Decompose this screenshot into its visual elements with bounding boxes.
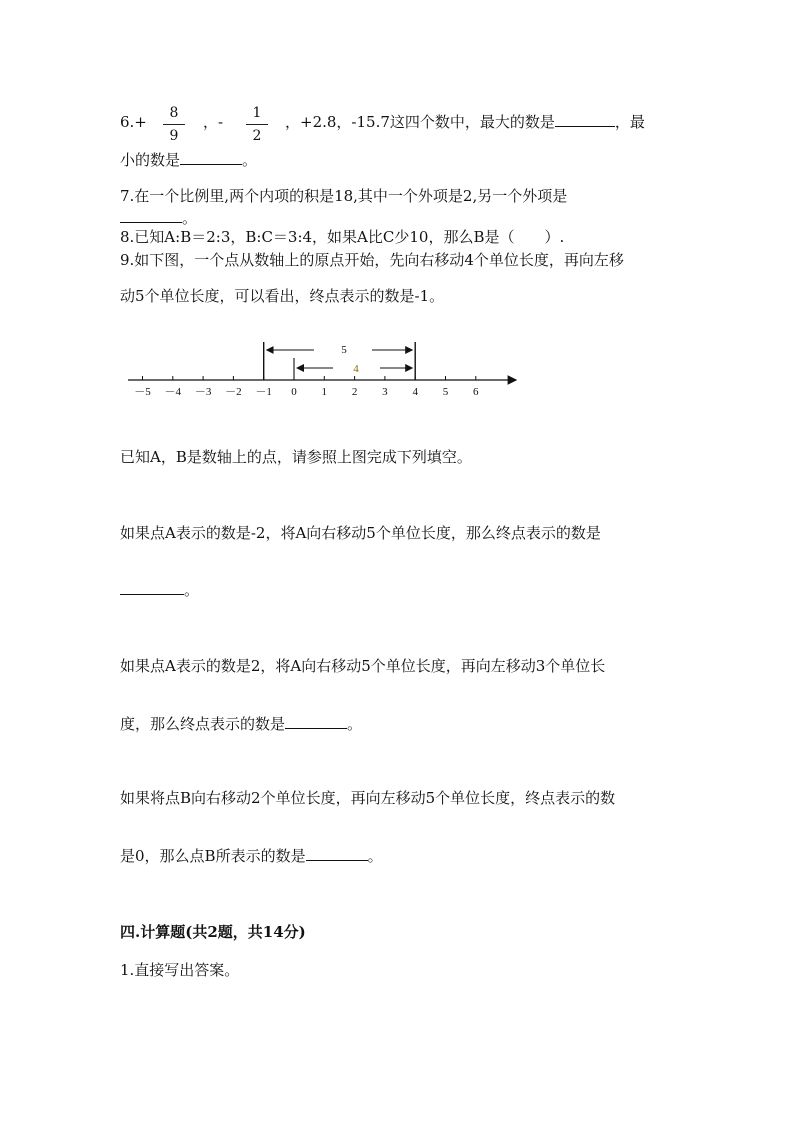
tick-label: 6 <box>473 386 479 398</box>
q9-line1: 9.如下图，一个点从数轴上的原点开始，先向右移动4个单位长度，再向左移 <box>120 251 624 269</box>
tick-label: －4 <box>164 386 182 398</box>
q6-fraction-8-9 <box>163 104 185 145</box>
sub2-line1: 如果点A表示的数是2，将A向右移动5个单位长度，再向左移动3个单位长 <box>120 657 606 675</box>
answer-blank[interactable] <box>285 714 347 729</box>
sub2-line2: 度，那么终点表示的数是 。 <box>120 715 363 733</box>
tick-label: －2 <box>225 386 242 398</box>
label-four: 4 <box>353 363 359 375</box>
q6-line2: 小的数是 。 <box>120 151 258 169</box>
sub1-line1: 如果点A表示的数是-2，将A向右移动5个单位长度，那么终点表示的数是 <box>120 524 601 542</box>
sub3-line2: 是0，那么点B所表示的数是 。 <box>120 847 383 865</box>
sub1-line2: 。 <box>120 580 199 600</box>
q6-frac2-denominator: 2 <box>252 128 262 144</box>
q6-frac2-numerator: 1 <box>252 105 262 121</box>
tick-label: 5 <box>442 386 449 398</box>
label-five: 5 <box>341 344 347 356</box>
tick-label: 3 <box>382 386 388 398</box>
section-4-q1: 1.直接写出答案。 <box>120 961 240 979</box>
tick-label: －3 <box>194 386 212 398</box>
instruction-text: 已知A，B是数轴上的点，请参照上图完成下列填空。 <box>120 448 472 466</box>
tick-label: 4 <box>412 386 418 398</box>
answer-blank[interactable] <box>306 846 368 861</box>
number-line-figure <box>0 330 794 420</box>
q6-frac1-denominator: 9 <box>169 128 179 144</box>
q7-line1: 7.在一个比例里,两个内项的积是18,其中一个外项是2,另一个外项是 <box>120 187 568 205</box>
q6-frac1-numerator: 8 <box>169 105 179 121</box>
section-4-title: 四.计算题(共2题，共14分) <box>120 923 306 941</box>
answer-blank[interactable] <box>120 208 182 223</box>
q6-text: ，+2.8，-15.7这四个数中，最大的数是 ，最 <box>285 113 645 131</box>
tick-label: 1 <box>321 386 328 398</box>
sub3-line1: 如果将点B向右移动2个单位长度，再向左移动5个单位长度，终点表示的数 <box>120 789 616 807</box>
tick-label: 2 <box>351 386 358 398</box>
q6-separator: ，- <box>203 113 224 131</box>
answer-blank[interactable] <box>180 150 242 165</box>
answer-blank[interactable] <box>555 112 615 127</box>
fraction-bar <box>246 124 268 125</box>
q8-text: 8.已知A:B＝2:3，B:C＝3:4，如果A比C少10，那么B是（ ）. <box>120 228 565 246</box>
tick-label: 0 <box>291 386 297 398</box>
q6-prefix: 6.+ <box>120 113 147 131</box>
q7-line2: 。 <box>120 208 197 228</box>
q6-fraction-1-2 <box>246 104 268 145</box>
q9-line2: 动5个单位长度，可以看出，终点表示的数是-1。 <box>120 287 445 305</box>
fraction-bar <box>163 124 185 125</box>
answer-blank[interactable] <box>120 580 184 595</box>
tick-label: －5 <box>134 386 151 398</box>
tick-label: －1 <box>255 386 272 398</box>
